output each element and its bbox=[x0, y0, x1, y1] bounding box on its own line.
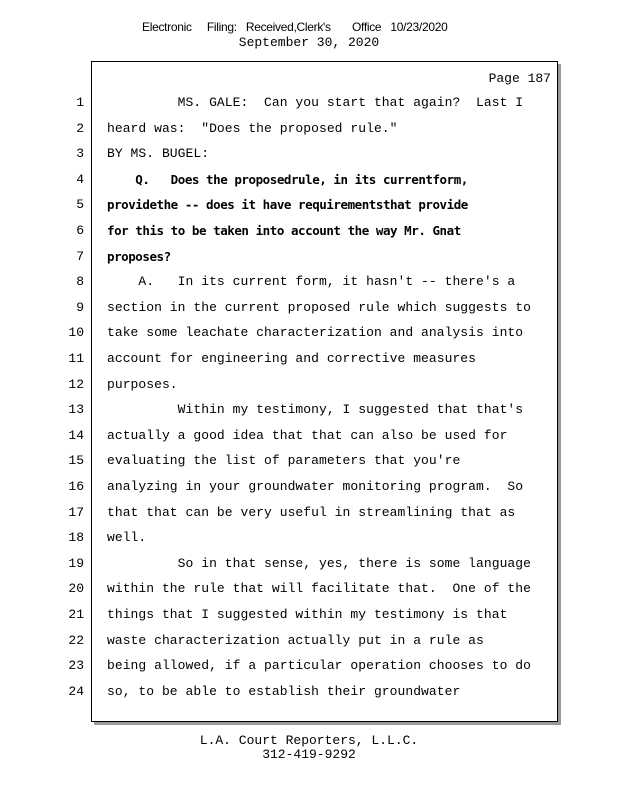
transcript-line: actually a good idea that that can also be used for bbox=[107, 428, 508, 443]
transcript-line: being allowed, if a particular operation chooses to do bbox=[107, 658, 531, 673]
filing-stamp: Electronic Filing: Received,Clerk's Office 10/23/2020 bbox=[142, 20, 448, 34]
question-line: proposes? bbox=[107, 249, 171, 264]
line-number: 22 bbox=[68, 633, 84, 648]
line-number: 20 bbox=[68, 581, 84, 596]
line-number: 21 bbox=[68, 607, 84, 622]
question-line: Q. Does the proposedrule, in its currentform, bbox=[107, 172, 468, 187]
transcript-line: account for engineering and corrective measures bbox=[107, 351, 477, 366]
line-number: 2 bbox=[76, 121, 84, 136]
line-number: 8 bbox=[76, 274, 84, 289]
line-number: 6 bbox=[76, 223, 84, 238]
line-number: 17 bbox=[68, 505, 84, 520]
line-number: 7 bbox=[76, 249, 84, 264]
line-number: 5 bbox=[76, 197, 84, 212]
line-number: 19 bbox=[68, 556, 84, 571]
line-number: 23 bbox=[68, 658, 84, 673]
line-number: 13 bbox=[68, 402, 84, 417]
transcript-line: well. bbox=[107, 530, 147, 545]
line-number: 4 bbox=[76, 172, 84, 187]
question-line: for this to be taken into account the way Mr. Gnat bbox=[107, 223, 461, 238]
transcript-line: analyzing in your groundwater monitoring program. So bbox=[107, 479, 524, 494]
transcript-line: Within my testimony, I suggested that that's bbox=[107, 402, 524, 417]
line-number: 18 bbox=[68, 530, 84, 545]
line-number: 3 bbox=[76, 146, 84, 161]
line-number: 12 bbox=[68, 377, 84, 392]
transcript-line: A. In its current form, it hasn't -- there's a bbox=[107, 274, 516, 289]
transcript-line: MS. GALE: Can you start that again? Last I bbox=[107, 95, 524, 110]
line-number: 15 bbox=[68, 453, 84, 468]
footer-phone: 312-419-9292 bbox=[262, 747, 356, 762]
transcript-line: that that can be very useful in streamlining that as bbox=[107, 505, 516, 520]
transcript-date: September 30, 2020 bbox=[238, 35, 380, 50]
transcript-line: so, to be able to establish their groundwater bbox=[107, 684, 461, 699]
transcript-line: within the rule that will facilitate that. One of the bbox=[107, 581, 531, 596]
question-line: providethe -- does it have requirementsthat provide bbox=[107, 197, 468, 212]
line-number: 14 bbox=[68, 428, 84, 443]
transcript-line: waste characterization actually put in a rule as bbox=[107, 633, 484, 648]
transcript-line: evaluating the list of parameters that you're bbox=[107, 453, 461, 468]
footer-company: L.A. Court Reporters, L.L.C. bbox=[199, 733, 419, 748]
transcript-line: things that I suggested within my testimony is that bbox=[107, 607, 508, 622]
transcript-line: heard was: "Does the proposed rule." bbox=[107, 121, 398, 136]
transcript-line: take some leachate characterization and analysis into bbox=[107, 325, 524, 340]
line-number: 10 bbox=[68, 325, 84, 340]
line-number: 16 bbox=[68, 479, 84, 494]
line-number: 24 bbox=[68, 684, 84, 699]
line-number: 9 bbox=[76, 300, 84, 315]
page-number: Page 187 bbox=[488, 71, 551, 86]
line-number: 1 bbox=[76, 95, 84, 110]
transcript-line: BY MS. BUGEL: bbox=[107, 146, 210, 161]
transcript-line: purposes. bbox=[107, 377, 178, 392]
line-number: 11 bbox=[68, 351, 84, 366]
transcript-line: section in the current proposed rule which suggests to bbox=[107, 300, 531, 315]
transcript-line: So in that sense, yes, there is some language bbox=[107, 556, 531, 571]
